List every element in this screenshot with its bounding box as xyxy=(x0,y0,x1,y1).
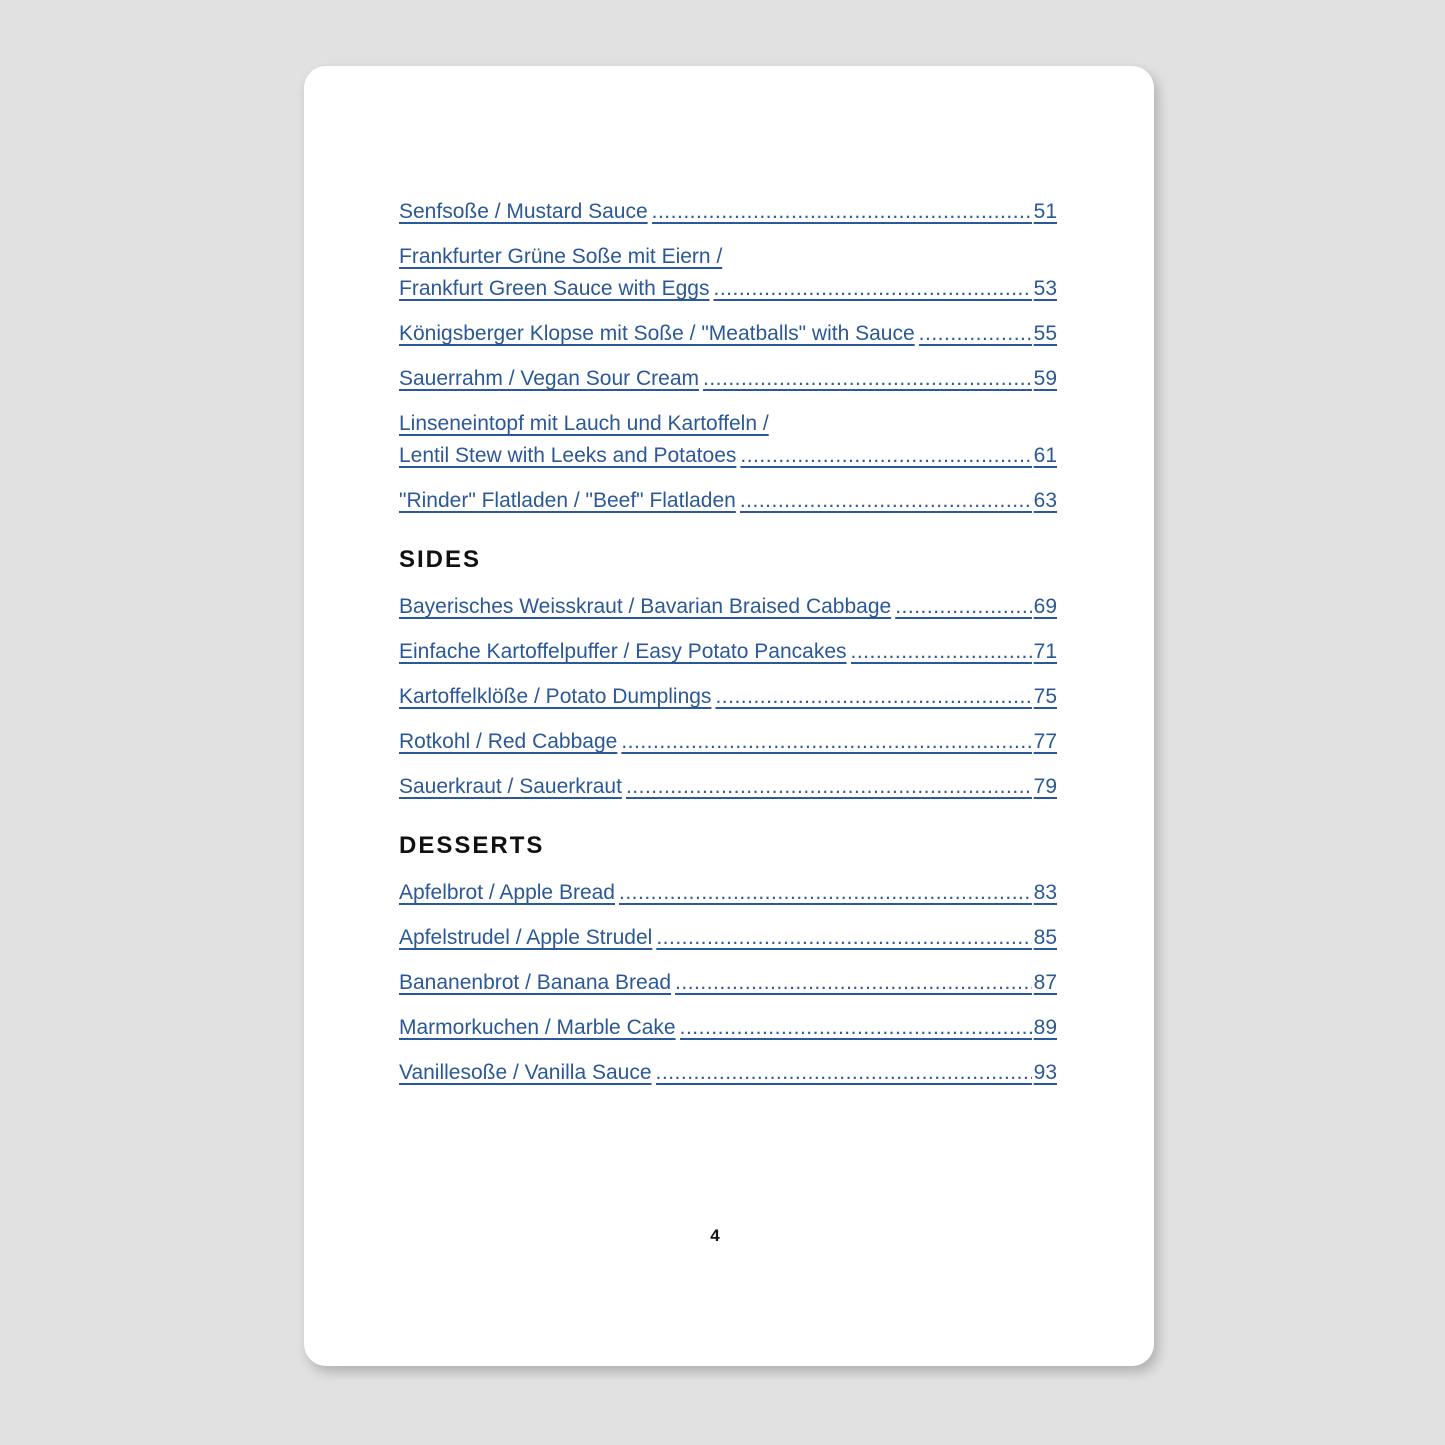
toc-entry-line xyxy=(399,440,1057,472)
toc-entry-page: 85 xyxy=(1033,926,1057,949)
dot-leader xyxy=(656,1057,1032,1089)
toc-entry-line xyxy=(399,485,1057,517)
toc-entry-page: 69 xyxy=(1033,595,1057,618)
toc-entry-line xyxy=(399,636,1057,668)
toc-entry-line xyxy=(399,363,1057,395)
toc-entry-line xyxy=(399,318,1057,350)
toc-entry-title: "Rinder" Flatladen / "Beef" Flatladen xyxy=(399,489,736,512)
dot-leader xyxy=(680,1012,1032,1044)
toc-entry-beef-flatladen[interactable] xyxy=(399,485,1057,517)
toc-entry-title-line-2: Lentil Stew with Leeks and Potatoes xyxy=(399,444,737,467)
toc-list-desserts xyxy=(399,877,1057,1089)
toc-entry-title-line-1: Frankfurter Grüne Soße mit Eiern / xyxy=(399,245,723,268)
toc-entry-green-sauce[interactable] xyxy=(399,241,1057,305)
toc-entry-potato-dumplings[interactable] xyxy=(399,681,1057,713)
toc-entry-marble-cake[interactable] xyxy=(399,1012,1057,1044)
toc-entry-mustard-sauce[interactable] xyxy=(399,196,1057,228)
toc-entry-title: Apfelstrudel / Apple Strudel xyxy=(399,926,653,949)
toc-list-main xyxy=(399,196,1057,517)
toc-entry-title-line-1: Linseneintopf mit Lauch und Kartoffeln / xyxy=(399,412,769,435)
toc-entry-line xyxy=(399,591,1057,623)
toc-entry-line xyxy=(399,196,1057,228)
dot-leader xyxy=(626,771,1032,803)
toc-entry-title: Kartoffelklöße / Potato Dumplings xyxy=(399,685,712,708)
toc-entry-page: 77 xyxy=(1033,730,1057,753)
dot-leader xyxy=(621,726,1031,758)
toc-entry-page: 59 xyxy=(1033,367,1057,390)
dot-leader xyxy=(919,318,1032,350)
dot-leader xyxy=(740,440,1031,472)
toc-entry-meatballs[interactable] xyxy=(399,318,1057,350)
toc-entry-page: 87 xyxy=(1033,971,1057,994)
toc-entry-line xyxy=(399,1012,1057,1044)
dot-leader xyxy=(851,636,1032,668)
toc-entry-page: 61 xyxy=(1033,444,1057,467)
toc-entry-line xyxy=(399,771,1057,803)
toc-entry-sauerkraut[interactable] xyxy=(399,771,1057,803)
toc-entry-title: Apfelbrot / Apple Bread xyxy=(399,881,615,904)
toc-entry-line xyxy=(399,1057,1057,1089)
toc-entry-braised-cabbage[interactable] xyxy=(399,591,1057,623)
toc-entry-page: 63 xyxy=(1033,489,1057,512)
toc-entry-page: 51 xyxy=(1033,200,1057,223)
toc-list-sides xyxy=(399,591,1057,803)
dot-leader xyxy=(715,681,1031,713)
dot-leader xyxy=(713,273,1031,305)
toc-entry-banana-bread[interactable] xyxy=(399,967,1057,999)
toc-entry-title-line-2: Frankfurt Green Sauce with Eggs xyxy=(399,277,710,300)
toc-entry-title: Senfsoße / Mustard Sauce xyxy=(399,200,648,223)
toc-entry-title: Vanillesoße / Vanilla Sauce xyxy=(399,1061,652,1084)
toc-entry-page: 89 xyxy=(1033,1016,1057,1039)
dot-leader xyxy=(656,922,1031,954)
toc-entry-title: Bananenbrot / Banana Bread xyxy=(399,971,672,994)
document-page xyxy=(304,66,1154,1366)
toc-entry-red-cabbage[interactable] xyxy=(399,726,1057,758)
toc-entry-title: Bayerisches Weisskraut / Bavarian Braised Cabbage xyxy=(399,595,892,618)
toc-entry-sour-cream[interactable] xyxy=(399,363,1057,395)
toc-entry-title: Sauerkraut / Sauerkraut xyxy=(399,775,622,798)
toc-entry-page: 53 xyxy=(1033,277,1057,300)
dot-leader xyxy=(652,196,1032,228)
toc-entry-page: 75 xyxy=(1033,685,1057,708)
toc-entry-page: 55 xyxy=(1033,322,1057,345)
dot-leader xyxy=(703,363,1032,395)
toc-entry-line xyxy=(399,273,1057,305)
toc-entry-page: 71 xyxy=(1033,640,1057,663)
dot-leader xyxy=(895,591,1031,623)
toc-entry-line xyxy=(399,967,1057,999)
toc-entry-line xyxy=(399,877,1057,909)
toc-entry-title: Sauerrahm / Vegan Sour Cream xyxy=(399,367,699,390)
toc-entry-line xyxy=(399,681,1057,713)
dot-leader xyxy=(740,485,1032,517)
table-of-contents xyxy=(399,196,1057,1102)
toc-entry-potato-pancakes[interactable] xyxy=(399,636,1057,668)
toc-entry-lentil-stew[interactable] xyxy=(399,408,1057,472)
toc-entry-line xyxy=(399,726,1057,758)
toc-entry-page: 83 xyxy=(1033,881,1057,904)
toc-entry-apple-strudel[interactable] xyxy=(399,922,1057,954)
toc-entry-title: Königsberger Klopse mit Soße / "Meatballs" with Sauce xyxy=(399,322,915,345)
page-number: 4 xyxy=(710,1226,720,1245)
toc-entry-vanilla-sauce[interactable] xyxy=(399,1057,1057,1089)
section-heading-desserts: DESSERTS xyxy=(399,832,545,859)
toc-entry-apple-bread[interactable] xyxy=(399,877,1057,909)
dot-leader xyxy=(619,877,1032,909)
toc-entry-page: 93 xyxy=(1033,1061,1057,1084)
toc-entry-line xyxy=(399,922,1057,954)
toc-entry-title: Marmorkuchen / Marble Cake xyxy=(399,1016,676,1039)
toc-entry-page: 79 xyxy=(1033,775,1057,798)
toc-entry-title: Rotkohl / Red Cabbage xyxy=(399,730,618,753)
toc-entry-title: Einfache Kartoffelpuffer / Easy Potato Pancakes xyxy=(399,640,847,663)
dot-leader xyxy=(675,967,1032,999)
section-heading-sides: SIDES xyxy=(399,546,482,573)
